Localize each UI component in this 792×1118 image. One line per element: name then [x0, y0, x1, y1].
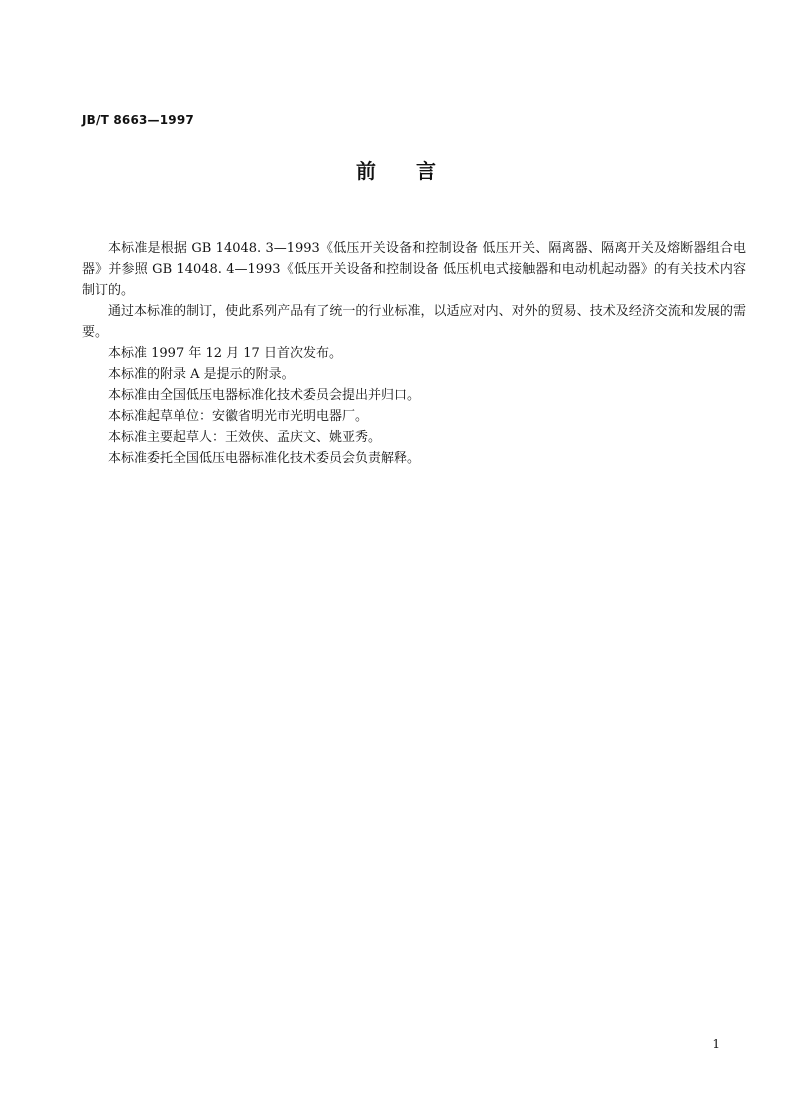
- paragraph: 本标准是根据 GB 14048. 3—1993《低压开关设备和控制设备 低压开关、隔离器、隔离开关及熔断器组合电器》并参照 GB 14048. 4—1993《低压开关设备和控制设备 低压机电式接触器和电动机起动器》的有关技术内容制订的。: [82, 241, 746, 298]
- paragraph: 本标准由全国低压电器标准化技术委员会提出并归口。: [108, 388, 421, 403]
- page-title: 前言: [356, 159, 476, 183]
- paragraph: 通过本标准的制订，使此系列产品有了统一的行业标准，以适应对内、对外的贸易、技术及经济交流和发展的需要。: [82, 304, 746, 340]
- paragraph: 本标准委托全国低压电器标准化技术委员会负责解释。: [108, 451, 421, 466]
- standard-code: JB/T 8663—1997: [82, 113, 194, 127]
- page-number: 1: [712, 1037, 720, 1051]
- paragraph: 本标准主要起草人：王效侠、孟庆文、姚亚秀。: [108, 430, 382, 445]
- paragraph: 本标准的附录 A 是提示的附录。: [108, 367, 295, 382]
- foreword-body: [82, 238, 746, 469]
- paragraph: 本标准起草单位：安徽省明光市光明电器厂。: [108, 409, 369, 424]
- paragraph: 本标准 1997 年 12 月 17 日首次发布。: [108, 346, 342, 361]
